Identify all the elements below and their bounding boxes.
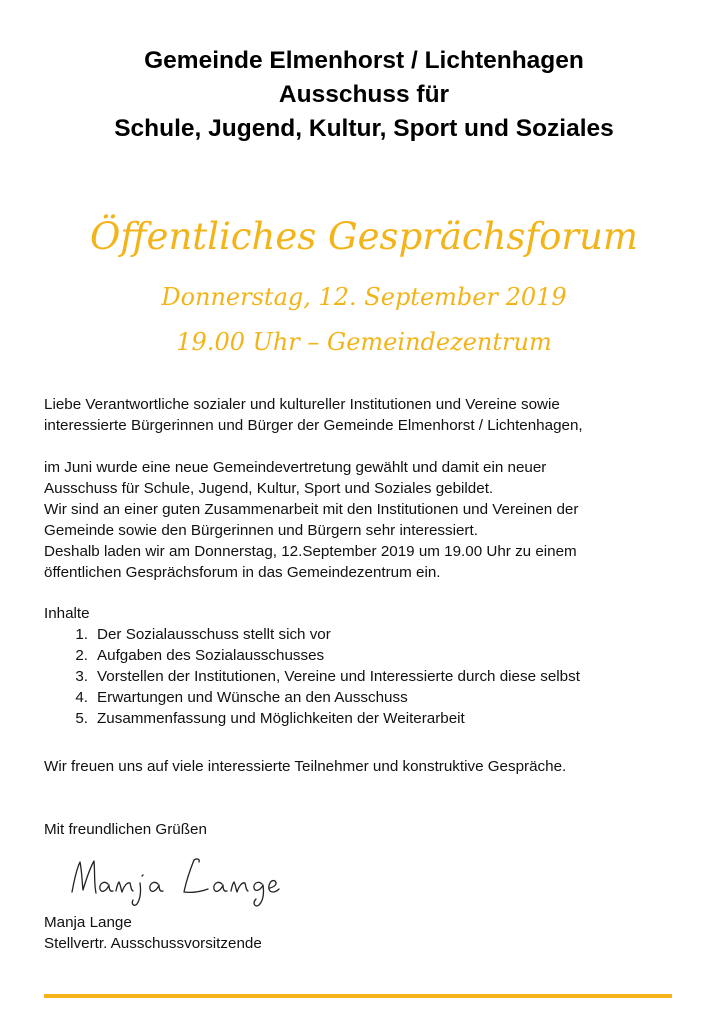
intro-line: Ausschuss für Schule, Jugend, Kultur, Sport und Soziales gebildet.: [44, 480, 494, 497]
intro-line: Gemeinde sowie den Bürgerinnen und Bürgern sehr interessiert.: [44, 522, 478, 539]
signer-block: [44, 912, 694, 954]
agenda-item-text: Zusammenfassung und Möglichkeiten der Weiterarbeit: [97, 710, 465, 727]
agenda-item: [44, 645, 694, 666]
agenda-item-text: Erwartungen und Wünsche an den Ausschuss: [97, 689, 408, 706]
salutation-line: Liebe Verantwortliche sozialer und kultureller Institutionen und Vereine sowie: [44, 396, 560, 413]
agenda-item-text: Vorstellen der Institutionen, Vereine und Interessierte durch diese selbst: [97, 668, 580, 685]
signer-role: Stellvertr. Ausschussvorsitzende: [44, 935, 262, 952]
agenda-item: [44, 687, 694, 708]
header-municipality: Gemeinde Elmenhorst / Lichtenhagen: [144, 47, 584, 74]
contents-section: [44, 603, 694, 729]
closing-sentence: Wir freuen uns auf viele interessierte Teilnehmer und konstruktive Gespräche.: [44, 758, 567, 775]
intro-line: öffentlichen Gesprächsforum in das Gemeindezentrum ein.: [44, 564, 441, 581]
event-title: Öffentliches Gesprächsforum: [90, 215, 638, 258]
header-committee: Ausschuss für: [278, 81, 450, 108]
header-committee-scope: Schule, Jugend, Kultur, Sport und Soziales: [114, 115, 614, 142]
agenda-item: [44, 708, 694, 729]
agenda-item: [44, 624, 694, 645]
agenda-list: [44, 624, 694, 729]
letter-intro: [44, 457, 694, 583]
contents-heading: Inhalte: [44, 605, 90, 622]
event-time-place: 19.00 Uhr – Gemeindezentrum: [176, 328, 552, 356]
agenda-item-text: Aufgaben des Sozialausschusses: [97, 647, 325, 664]
intro-line: im Juni wurde eine neue Gemeindevertretung gewählt und damit ein neuer: [44, 459, 547, 476]
footer-divider: [44, 994, 672, 998]
handwritten-signature: [66, 852, 306, 908]
agenda-item-text: Der Sozialausschuss stellt sich vor: [97, 626, 331, 643]
organization-header: [0, 44, 728, 146]
agenda-item: [44, 666, 694, 687]
intro-line: Wir sind an einer guten Zusammenarbeit mit den Institutionen und Vereinen der: [44, 501, 579, 518]
agenda-number: 3 .: [44, 666, 88, 687]
greeting: Mit freundlichen Grüßen: [44, 821, 207, 838]
event-date: Donnerstag, 12. September 2019: [161, 283, 567, 311]
signer-name: Manja Lange: [44, 914, 132, 931]
salutation-line: interessierte Bürgerinnen und Bürger der Gemeinde Elmenhorst / Lichtenhagen,: [44, 417, 583, 434]
agenda-number: 2 .: [44, 645, 88, 666]
agenda-number: 1 .: [44, 624, 88, 645]
agenda-number: 4 .: [44, 687, 88, 708]
agenda-number: 5 .: [44, 708, 88, 729]
intro-line: Deshalb laden wir am Donnerstag, 12.September 2019 um 19.00 Uhr zu einem: [44, 543, 577, 560]
letter-salutation: [44, 394, 694, 436]
